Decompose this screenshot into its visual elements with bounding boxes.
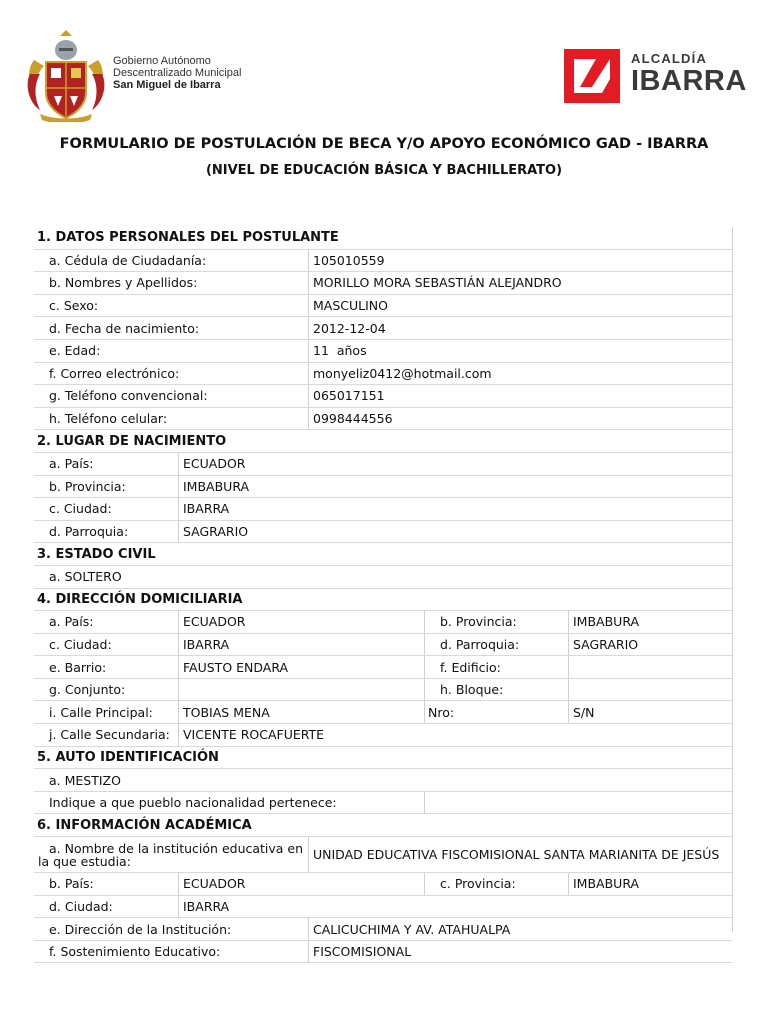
field-label: g. Conjunto: — [49, 682, 126, 698]
field-label: d. Parroquia: — [424, 634, 568, 656]
field-label: e. Edad: — [49, 343, 101, 359]
correo-value: monyeliz0412@hotmail.com — [308, 363, 732, 385]
section-title: 4. DIRECCIÓN DOMICILIARIA — [37, 591, 243, 607]
field-label: h. Teléfono celular: — [49, 411, 168, 427]
section-header-civil-status — [34, 543, 732, 566]
form-row — [34, 385, 732, 408]
form-row — [34, 918, 732, 941]
form-row — [34, 873, 732, 896]
provincia-nacimiento-value: IMBABURA — [178, 476, 732, 498]
barrio-value: FAUSTO ENDARA — [178, 656, 424, 678]
pueblo-value — [424, 792, 732, 814]
field-label: f. Sostenimiento Educativo: — [49, 944, 221, 960]
page-header — [0, 0, 768, 125]
field-label: i. Calle Principal: — [49, 704, 153, 720]
section-title: 3. ESTADO CIVIL — [37, 546, 156, 562]
form-row — [34, 453, 732, 476]
field-label: a. País: — [49, 614, 94, 630]
gad-line-3: San Miguel de Ibarra — [113, 79, 221, 91]
form-row — [34, 250, 732, 273]
estado-civil-value: a. SOLTERO — [49, 569, 122, 585]
parroquia-domicilio-value: SAGRARIO — [568, 634, 732, 656]
parroquia-nacimiento-value: SAGRARIO — [178, 521, 732, 543]
application-form — [34, 227, 732, 963]
pais-institucion-value: ECUADOR — [178, 873, 424, 895]
section-title: 1. DATOS PERSONALES DEL POSTULANTE — [37, 230, 339, 246]
pais-domicilio-value: ECUADOR — [178, 611, 424, 633]
form-row — [34, 792, 732, 815]
nombres-value: MORILLO MORA SEBASTIÁN ALEJANDRO — [308, 272, 732, 294]
form-row — [34, 769, 732, 792]
provincia-institucion-value: IMBABURA — [568, 873, 732, 895]
form-row — [34, 521, 732, 544]
form-title: FORMULARIO DE POSTULACIÓN DE BECA Y/O APOYO ECONÓMICO GAD - IBARRA — [59, 136, 709, 152]
form-row — [34, 363, 732, 386]
field-label: Nro: — [424, 701, 568, 723]
field-label: c. Sexo: — [49, 298, 99, 314]
field-label: c. Provincia: — [424, 873, 568, 895]
field-label: d. Parroquia: — [49, 524, 129, 540]
calle-secundaria-value: VICENTE ROCAFUERTE — [178, 724, 732, 746]
field-label: f. Correo electrónico: — [49, 365, 180, 381]
gad-line-1: Gobierno Autónomo — [113, 55, 211, 67]
ciudad-domicilio-value: IBARRA — [178, 634, 424, 656]
form-row — [34, 896, 732, 919]
field-label: b. Provincia: — [424, 611, 568, 633]
form-row — [34, 408, 732, 431]
section-title: 6. INFORMACIÓN ACADÉMICA — [37, 817, 252, 833]
field-label: d. Ciudad: — [49, 898, 113, 914]
ibarra-coat-of-arms-icon — [26, 30, 106, 122]
cedula-value: 105010559 — [308, 250, 732, 272]
alcaldia-label: ALCALDÍA — [631, 51, 708, 66]
section-header-birthplace — [34, 430, 732, 453]
form-row — [34, 317, 732, 340]
field-label: c. Ciudad: — [49, 501, 112, 517]
telefono-convencional-value: 065017151 — [308, 385, 732, 407]
form-row — [34, 498, 732, 521]
field-label: b. Nombres y Apellidos: — [49, 275, 198, 291]
field-label: Indique a que pueblo nacionalidad pertenece: — [49, 795, 337, 811]
field-label: a. Cédula de Ciudadanía: — [49, 252, 207, 268]
gad-line-2: Descentralizado Municipal — [113, 67, 242, 79]
calle-principal-value: TOBIAS MENA — [178, 701, 424, 723]
section-header-home-address — [34, 589, 732, 612]
direccion-institucion-value: CALICUCHIMA Y AV. ATAHUALPA — [308, 918, 732, 940]
bloque-value — [568, 679, 732, 701]
ciudad-nacimiento-value: IBARRA — [178, 498, 732, 520]
form-row — [34, 634, 732, 657]
field-label: b. Provincia: — [49, 478, 126, 494]
form-row — [34, 611, 732, 634]
field-label: g. Teléfono convencional: — [49, 388, 208, 404]
field-label: c. Ciudad: — [49, 636, 112, 652]
nacimiento-value: 2012-12-04 — [308, 317, 732, 339]
form-row — [34, 679, 732, 702]
conjunto-value — [178, 679, 424, 701]
field-label: e. Barrio: — [49, 659, 107, 675]
edificio-value — [568, 656, 732, 678]
gad-name — [113, 55, 241, 91]
section-header-self-identification — [34, 747, 732, 770]
field-label: a. País: — [49, 456, 94, 472]
edad-value: 11 años — [308, 340, 732, 362]
autoidentificacion-value: a. MESTIZO — [49, 772, 121, 788]
section-title: 5. AUTO IDENTIFICACIÓN — [37, 749, 219, 765]
field-label: j. Calle Secundaria: — [49, 727, 170, 743]
telefono-celular-value: 0998444556 — [308, 408, 732, 430]
ciudad-institucion-value: IBARRA — [178, 896, 732, 918]
field-label: a. Nombre de la institución educativa en la que estudia: — [38, 840, 304, 869]
form-row — [34, 941, 732, 964]
form-row — [34, 837, 732, 873]
field-label: b. País: — [49, 876, 94, 892]
institucion-value: UNIDAD EDUCATIVA FISCOMISIONAL SANTA MARIANITA DE JESÚS — [308, 837, 732, 872]
numero-value: S/N — [568, 701, 732, 723]
form-row — [34, 295, 732, 318]
field-label: e. Dirección de la Institución: — [49, 921, 232, 937]
sexo-value: MASCULINO — [308, 295, 732, 317]
section-header-personal-data — [34, 227, 732, 250]
form-row — [34, 272, 732, 295]
form-subtitle: (NIVEL DE EDUCACIÓN BÁSICA Y BACHILLERATO) — [205, 163, 563, 178]
field-label: f. Edificio: — [424, 656, 568, 678]
ibarra-label: IBARRA — [631, 65, 747, 97]
form-row — [34, 340, 732, 363]
section-header-academic-info — [34, 814, 732, 837]
field-label: h. Bloque: — [424, 679, 568, 701]
provincia-domicilio-value: IMBABURA — [568, 611, 732, 633]
form-row — [34, 656, 732, 679]
alcaldia-wordmark — [631, 52, 747, 96]
form-row — [34, 701, 732, 724]
form-row — [34, 566, 732, 589]
pais-nacimiento-value: ECUADOR — [178, 453, 732, 475]
form-row — [34, 724, 732, 747]
section-title: 2. LUGAR DE NACIMIENTO — [37, 433, 227, 449]
form-row — [34, 476, 732, 499]
field-label: d. Fecha de nacimiento: — [49, 320, 200, 336]
sostenimiento-value: FISCOMISIONAL — [308, 941, 732, 963]
